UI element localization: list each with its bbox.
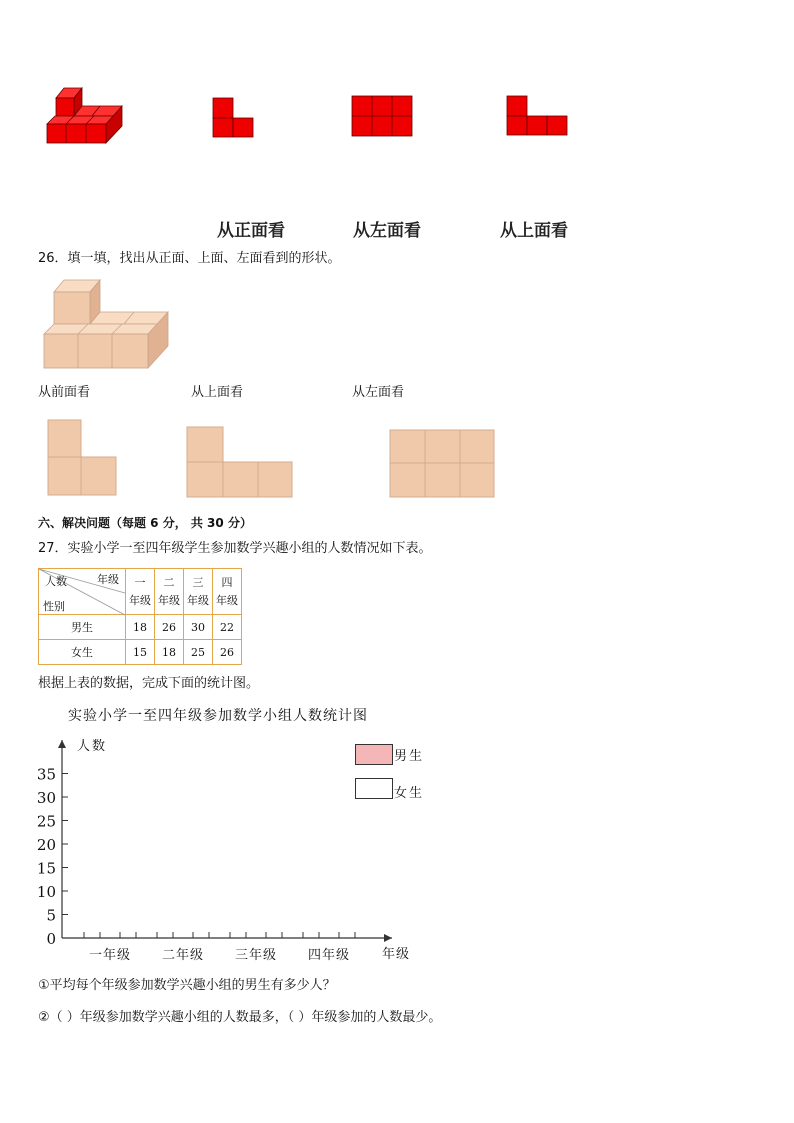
x-tick-label: 二年级 (161, 948, 205, 963)
table-cell: 30 (184, 615, 213, 640)
table-cell: 26 (155, 615, 184, 640)
y-tick-label: 15 (36, 859, 56, 878)
sub-question-2: ②（ ）年级参加数学兴趣小组的人数最多，（ ）年级参加的人数最少。 (38, 1010, 442, 1025)
corner-label-grade: 年级 (97, 573, 119, 586)
y-tick-label: 30 (36, 789, 56, 807)
y-tick-label: 0 (46, 930, 56, 948)
table-cell: 25 (184, 640, 213, 665)
x-axis-arrow (384, 934, 392, 942)
top-view-label: 从上面看 (500, 221, 568, 241)
legend-girls-swatch (355, 778, 393, 799)
table-header-grade-4: 四 年级 (213, 569, 242, 615)
q26-top-label: 从上面看 (191, 385, 244, 400)
table-row-label: 男生 (39, 615, 126, 640)
x-axis-label: 年级 (381, 947, 411, 962)
y-tick-label: 35 (36, 765, 56, 784)
table-row-label: 女生 (39, 640, 126, 665)
table-cell: 18 (155, 640, 184, 665)
question-26-text: 26．填一填，找出从正面、上面、左面看到的形状。 (38, 251, 341, 266)
chart-title: 实验小学一至四年级参加数学小组人数统计图 (68, 708, 368, 724)
legend-boys-swatch (355, 744, 393, 765)
corner-label-gender: 性别 (43, 600, 65, 613)
left-view-label: 从左面看 (353, 221, 421, 241)
table-cell: 22 (213, 615, 242, 640)
table-cell: 15 (126, 640, 155, 665)
y-tick-label: 10 (36, 883, 56, 901)
x-tick-label: 四年级 (307, 948, 351, 963)
question-27-text: 27．实验小学一至四年级学生参加数学兴趣小组的人数情况如下表。 (38, 541, 432, 556)
legend-girls-label: 女生 (394, 786, 425, 801)
sub-question-1: ①平均每个年级参加数学兴趣小组的男生有多少人？ (38, 978, 336, 993)
q26-left-label: 从左面看 (352, 385, 405, 400)
table-header-grade-1: 一 年级 (126, 569, 155, 615)
y-tick-label: 25 (36, 812, 56, 831)
table-cell: 18 (126, 615, 155, 640)
x-tick-label: 一年级 (88, 948, 132, 963)
corner-label-count: 人数 (45, 575, 67, 588)
table-header-grade-3: 三 年级 (184, 569, 213, 615)
front-view-label: 从正面看 (217, 221, 285, 241)
table-cell: 26 (213, 640, 242, 665)
y-axis-arrow (58, 740, 66, 748)
y-tick-label: 20 (36, 836, 56, 854)
legend-boys-label: 男生 (394, 749, 425, 764)
x-tick-label: 三年级 (234, 948, 278, 963)
q26-front-label: 从前面看 (38, 385, 91, 400)
y-tick-label: 5 (46, 906, 56, 925)
section-6-title: 六、解决问题（每题 6 分， 共 30 分） (38, 516, 252, 530)
table-header-grade-2: 二 年级 (155, 569, 184, 615)
chart-y-label: 人数 (77, 739, 108, 754)
chart-instruction: 根据上表的数据，完成下面的统计图。 (38, 676, 260, 691)
